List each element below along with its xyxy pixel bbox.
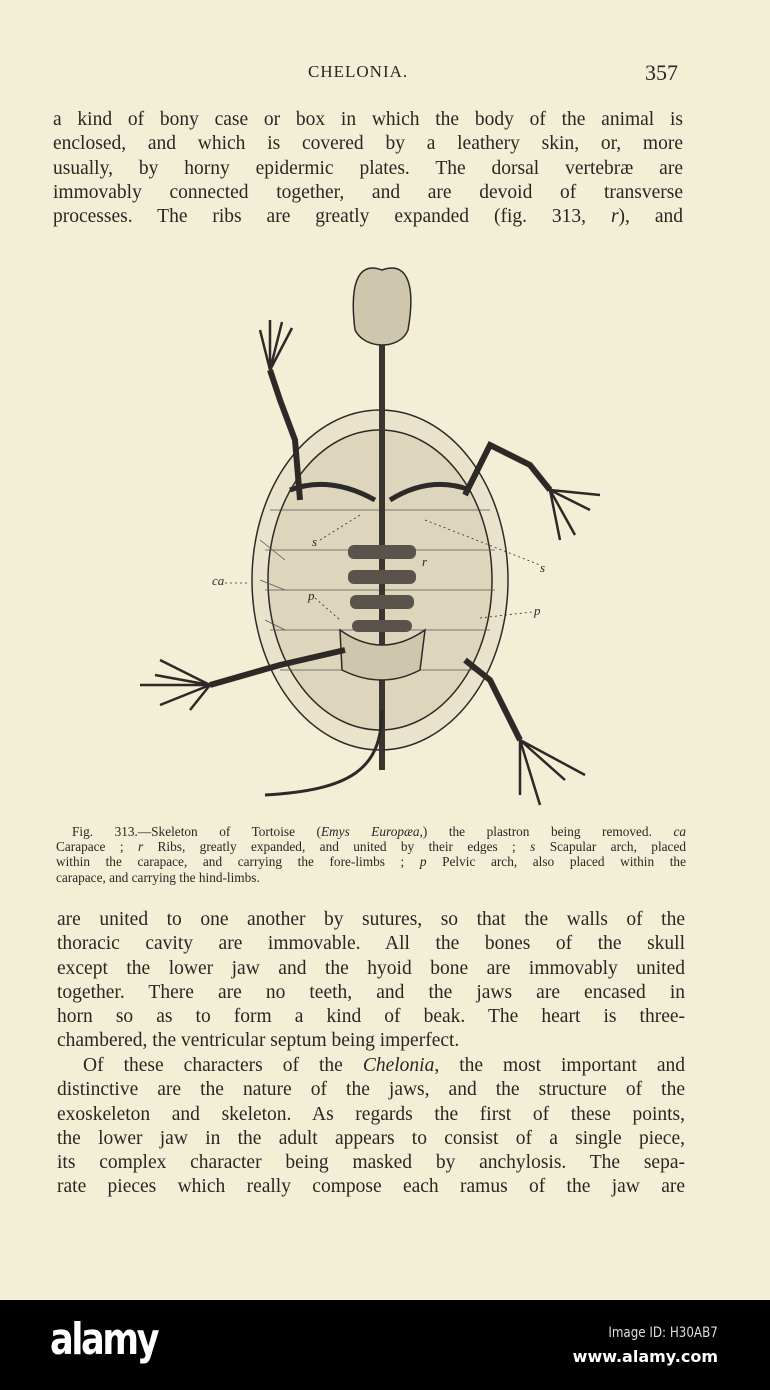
site-url: www.alamy.com [572, 1347, 718, 1366]
text-line: together. There are no teeth, and the jaws are encased in [57, 981, 685, 1003]
text-line: the lower jaw in the adult appears to consist of a single piece, [57, 1127, 685, 1149]
text-line: exoskeleton and skeleton. As regards the first of these points, [57, 1103, 685, 1125]
text-line: chambered, the ventricular septum being imperfect. [57, 1030, 460, 1052]
text-line: rate pieces which really compose each ramus of the jaw are [57, 1176, 685, 1198]
text-line: usually, by horny epidermic plates. The dorsal vertebræ are [53, 157, 683, 179]
label-p: p [534, 603, 541, 618]
running-title: CHELONIA. [308, 62, 409, 81]
label-s: s [540, 560, 546, 575]
body-paragraph-1 [57, 908, 685, 1054]
page-number: 357 [645, 60, 678, 85]
text-line: distinctive are the nature of the jaws, and the structure of the [57, 1079, 685, 1101]
text-line: immovably connected together, and are devoid of transverse [53, 181, 683, 203]
tortoise-skeleton-figure [120, 250, 620, 815]
caption-line: carapace, and carrying the hind-limbs. [56, 869, 260, 885]
top-paragraph [53, 108, 683, 229]
skull [353, 268, 411, 345]
figure-caption [56, 824, 686, 885]
body-paragraph-2 [57, 1054, 685, 1200]
text-line: Of these characters of the Chelonia, the most important and [83, 1055, 685, 1076]
text-line: its complex character being masked by anchylosis. The sepa- [57, 1152, 685, 1174]
watermark-footer [0, 1300, 770, 1390]
image-id: Image ID: H30AB7 [608, 1325, 718, 1341]
alamy-logo: alamy [50, 1314, 158, 1365]
caption-line: within the carapace, and carrying the fore-limbs ; p Pelvic arch, also placed within the [56, 854, 686, 870]
label-r: r [422, 554, 428, 569]
text-line: enclosed, and which is covered by a leathery skin, or, more [53, 133, 683, 155]
text-line: processes. The ribs are greatly expanded (fig. 313, r), and [53, 206, 683, 228]
text-line: horn so as to form a kind of beak. The heart is three- [57, 1006, 685, 1028]
caption-line: Carapace ; r Ribs, greatly expanded, and united by their edges ; s Scapular arch, placed [56, 839, 686, 855]
label-s: s [312, 534, 318, 549]
text-line: except the lower jaw and the hyoid bone are immovably united [57, 957, 685, 979]
label-p: p [308, 588, 315, 603]
caption-line: Fig. 313.—Skeleton of Tortoise (Emys Europæa,) the plastron being removed. ca [72, 824, 686, 839]
text-line: are united to one another by sutures, so that the walls of the [57, 909, 685, 930]
text-line: thoracic cavity are immovable. All the bones of the skull [57, 933, 685, 955]
text-line: a kind of bony case or box in which the body of the animal is [53, 109, 683, 130]
label-ca: ca [212, 573, 225, 588]
